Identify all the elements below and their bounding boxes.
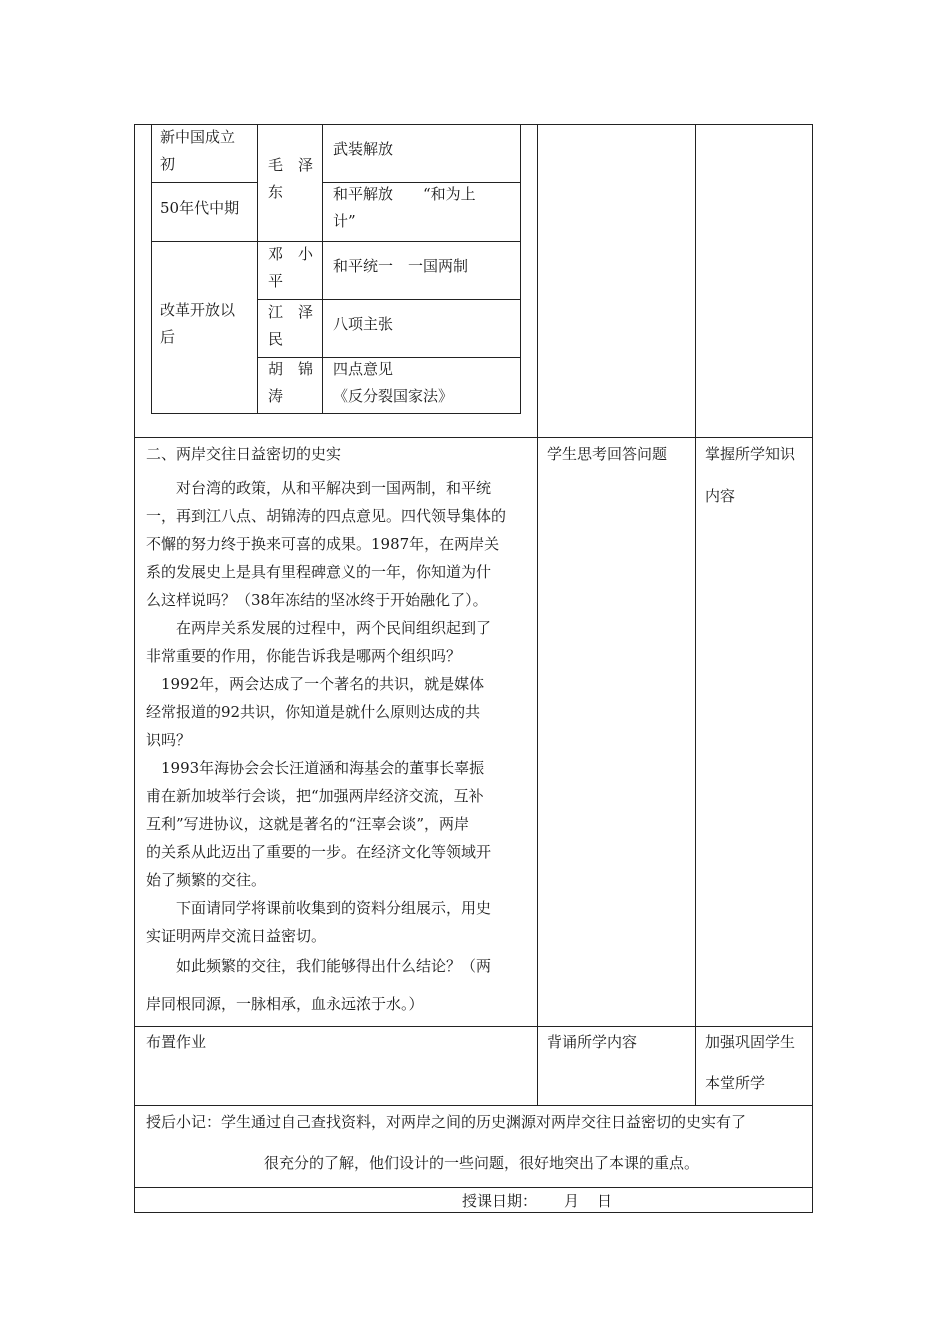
notes-text: 很充分的了解，他们设计的一些问题，很好地突出了本课的重点。	[264, 1154, 700, 1172]
inner-row-line-d	[257, 299, 521, 300]
body-line: 1993年海协会会长汪道涵和海基会的董事长辜振	[146, 759, 485, 777]
row-divider-1	[134, 437, 813, 438]
homework-label: 布置作业	[146, 1033, 207, 1051]
date-month: 月	[564, 1192, 580, 1210]
teaching-goal: 掌握所学知识	[705, 445, 796, 463]
leader-name: 涛	[268, 387, 284, 405]
inner-table-bottom	[151, 413, 521, 414]
body-line: 1992年，两会达成了一个著名的共识，就是媒体	[146, 675, 485, 693]
homework-goal: 加强巩固学生	[705, 1033, 796, 1051]
policy-text: 武装解放	[333, 140, 394, 158]
body-line: 下面请同学将课前收集到的资料分组展示，用史	[146, 899, 492, 917]
body-line: 一，再到江八点、胡锦涛的四点意见。四代领导集体的	[146, 507, 507, 525]
body-line: 实证明两岸交流日益密切。	[146, 927, 327, 945]
leader-name: 邓 小	[268, 245, 314, 263]
leader-name: 毛 泽	[268, 156, 314, 174]
policy-text: 八项主张	[333, 315, 394, 333]
outer-right-border	[812, 124, 813, 1213]
homework-student: 背诵所学内容	[547, 1033, 638, 1051]
body-line: 甫在新加坡举行会谈，把“加强两岸经济交流，互补	[146, 787, 484, 805]
body-line: 在两岸关系发展的过程中，两个民间组织起到了	[146, 619, 492, 637]
inner-table-right	[520, 124, 521, 414]
policy-text: 四点意见	[333, 360, 394, 378]
section-heading: 二、两岸交往日益密切的史实	[146, 445, 342, 463]
student-activity: 学生思考回答问题	[547, 445, 668, 463]
body-line: 的关系从此迈出了重要的一步。在经济文化等领域开	[146, 843, 492, 861]
inner-table-col2	[322, 124, 323, 414]
body-line: 么这样说吗？（38年冻结的坚冰终于开始融化了）。	[146, 591, 488, 609]
outer-left-border	[134, 124, 135, 1213]
inner-table-col1	[257, 124, 258, 414]
leader-name: 胡 锦	[268, 360, 314, 378]
row-divider-2	[134, 1026, 813, 1027]
period-text: 新中国成立	[160, 128, 236, 146]
notes-text: 授后小记：学生通过自己查找资料，对两岸之间的历史渊源对两岸交往日益密切的史实有了	[146, 1113, 747, 1131]
period-text: 改革开放以	[160, 301, 236, 319]
body-line: 系的发展史上是具有里程碑意义的一年，你知道为什	[146, 563, 492, 581]
leader-name: 江 泽	[268, 303, 314, 321]
inner-row-line-a	[151, 182, 257, 183]
period-text: 后	[160, 328, 176, 346]
policy-text: 《反分裂国家法》	[333, 387, 454, 405]
inner-row-line-c	[151, 241, 521, 242]
homework-goal: 本堂所学	[705, 1074, 766, 1092]
body-line: 如此频繁的交往，我们能够得出什么结论？（两	[146, 957, 492, 975]
body-line: 始了频繁的交往。	[146, 871, 267, 889]
column-divider-1	[537, 124, 538, 1105]
body-line: 对台湾的政策，从和平解决到一国两制，和平统	[146, 479, 492, 497]
outer-top-border	[134, 124, 813, 125]
row-divider-3	[134, 1105, 813, 1106]
body-line: 互利”写进协议，这就是著名的“汪辜会谈”，两岸	[146, 815, 470, 833]
policy-text: 和平统一 一国两制	[333, 257, 469, 275]
leader-name: 东	[268, 183, 284, 201]
body-line: 经常报道的92共识，你知道是就什么原则达成的共	[146, 703, 481, 721]
outer-bottom-border	[134, 1212, 813, 1213]
body-line: 不懈的努力终于换来可喜的成果。1987年，在两岸关	[146, 535, 500, 553]
date-label: 授课日期：	[462, 1192, 538, 1210]
inner-table-left	[151, 124, 152, 414]
policy-text: 计”	[333, 212, 356, 230]
body-line: 识吗？	[146, 731, 192, 749]
period-text: 50年代中期	[160, 199, 240, 217]
body-line: 岸同根同源，一脉相承，血永远浓于水。）	[146, 995, 424, 1013]
row-divider-4	[134, 1187, 813, 1188]
leader-name: 民	[268, 330, 284, 348]
date-day: 日	[597, 1192, 613, 1210]
column-divider-2	[695, 124, 696, 1105]
leader-name: 平	[268, 272, 284, 290]
period-text: 初	[160, 155, 176, 173]
body-line: 非常重要的作用，你能告诉我是哪两个组织吗？	[146, 647, 462, 665]
policy-text: 和平解放 “和为上	[333, 185, 476, 203]
teaching-goal: 内容	[705, 487, 736, 505]
